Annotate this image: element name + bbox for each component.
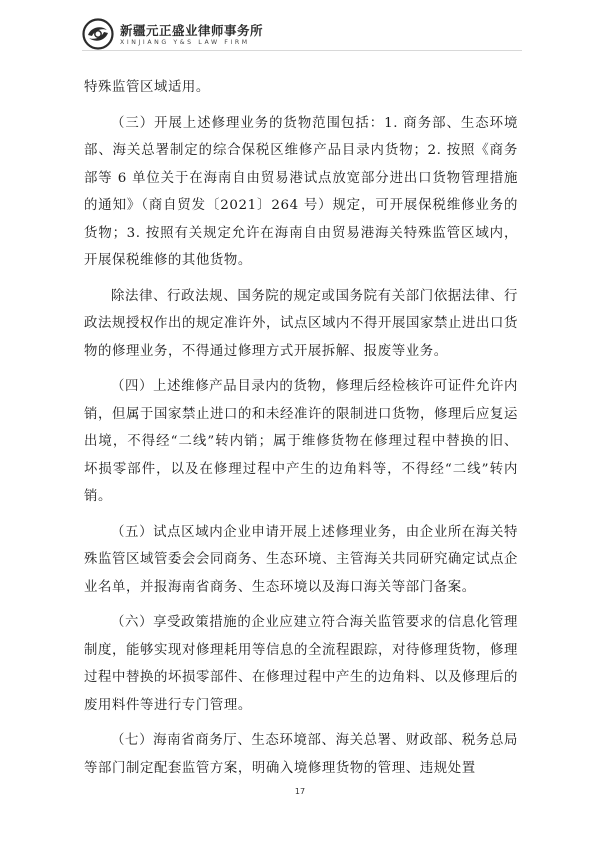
header-divider	[82, 50, 522, 51]
page-number: 17	[294, 787, 306, 796]
firm-name-cn: 新疆元正盛业律师事务所	[120, 23, 264, 38]
paragraph: （三）开展上述修理业务的货物范围包括：1. 商务部、生态环境部、海关总署制定的综合保税区维修产品目录内货物；2. 按照《商务部等 6 单位关于在海南自由贸易港试点放宽部分进出口货物管理措施的通知》（商自贸发〔2021〕264 号）规定，可开展保税维修业务的货物；3. 按照有关规定允许在海南自由贸易港海关特殊监管区域内，开展保税维修的其他货物。	[84, 115, 518, 268]
paragraph: （四）上述维修产品目录内的货物，修理后经检核许可证件允许内销，但属于国家禁止进口的和未经准许的限制进口货物，修理后应复运出境，不得经“二线”转内销；属于维修货物在修理过程中替换的旧、坏损零部件，以及在修理过程中产生的边角料等，不得经“二线”转内销。	[84, 379, 518, 504]
firm-logo-icon	[82, 18, 114, 50]
paragraph: （七）海南省商务厅、生态环境部、海关总署、财政部、税务总局等部门制定配套监管方案，明确入境修理货物的管理、违规处置	[84, 733, 518, 776]
document-body	[84, 74, 518, 790]
paragraph: 特殊监管区域适用。	[84, 80, 210, 95]
firm-name-en: XINJIANG Y&S LAW FIRM	[120, 39, 250, 46]
paragraph: 除法律、行政法规、国务院的规定或国务院有关部门依据法律、行政法规授权作出的规定准许外，试点区域内不得开展国家禁止进出口货物的修理业务，不得通过修理方式开展拆解、报废等业务。	[84, 288, 518, 359]
paragraph: （五）试点区域内企业申请开展上述修理业务，由企业所在海关特殊监管区域管委会会同商务、生态环境、主管海关共同研究确定试点企业名单，并报海南省商务、生态环境以及海口海关等部门备案。	[84, 524, 518, 595]
letterhead	[82, 18, 382, 52]
paragraph: （六）享受政策措施的企业应建立符合海关监管要求的信息化管理制度，能够实现对修理耗用等信息的全流程跟踪，对待修理货物，修理过程中替换的坏损零部件、在修理过程中产生的边角料、以及修理后的废用料件等进行专门管理。	[84, 615, 518, 713]
